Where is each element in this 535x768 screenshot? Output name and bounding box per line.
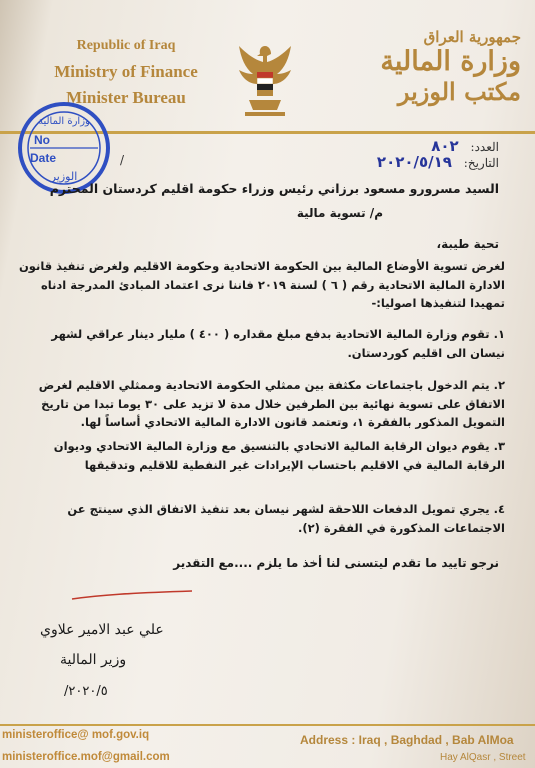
header-ar-ministry: وزارة المالية xyxy=(380,46,521,77)
footer-email-secondary: ministeroffice.mof@gmail.com xyxy=(2,751,170,763)
reference-date-value: ٢٠٢٠/٥/١٩ xyxy=(376,153,452,171)
signature-date: ٢٠٢٠/٥/ xyxy=(64,684,108,699)
stamp-no-label: No xyxy=(34,133,50,147)
reference-number-value: ٨٠٢ xyxy=(431,137,459,155)
footer-address: Address : Iraq , Baghdad , Bab AlMoa xyxy=(300,733,514,747)
letter-paragraph-4: ٤. يجري تمويل الدفعات اللاحقة لشهر نيسان بعد تنفيذ الاتفاق الذي سينتج عن الاجتماعات المذكورة في الفقرة (٢). xyxy=(67,502,505,535)
reference-date-label: التاريخ: xyxy=(463,156,499,170)
stamp-top-text: وزارة المالية xyxy=(38,116,90,127)
reference-number-label: العدد: xyxy=(470,140,499,154)
header-english xyxy=(36,38,216,108)
header-en-bureau: Minister Bureau xyxy=(66,88,186,107)
signature-stroke-icon xyxy=(70,588,194,602)
letter-paragraph-3: ٣. يقوم ديوان الرقابة المالية الاتحادي بالتنسيق مع وزارة المالية الاتحادي وديوان الرقابة المالية في الاقليم باحتساب الإيرادات غير النفطية للاقليم وتدقيقها xyxy=(53,439,505,472)
reference-slash: / xyxy=(120,153,125,167)
footer-email-primary: ministeroffice@ mof.gov.iq xyxy=(2,729,150,741)
letter-paragraph-1: ١. تقوم وزارة المالية الاتحادية بدفع مبلغ مقداره ( ٤٠٠ ) مليار دينار عراقي لشهر نيسان الى اقليم كوردستان. xyxy=(51,327,505,360)
reference-date xyxy=(377,153,499,171)
header-en-republic: Republic of Iraq xyxy=(76,38,176,53)
footer-address-line2: Hay AlQasr , Street xyxy=(440,752,526,763)
header-arabic xyxy=(361,28,521,106)
signer-name: علي عبد الامير علاوي xyxy=(40,622,164,638)
signer-title: وزير المالية xyxy=(60,652,127,668)
iraq-eagle-emblem-icon xyxy=(235,40,295,120)
header-ar-republic: جمهورية العراق xyxy=(423,28,521,46)
letter-addressee: السيد مسرورو مسعود برزاني رئيس وزراء حكومة اقليم كردستان المحترم xyxy=(49,181,499,196)
header-en-ministry: Ministry of Finance xyxy=(54,62,198,81)
letter-closing: نرجو تاييد ما تقدم ليتسنى لنا أخذ ما يلزم ....مع التقدير xyxy=(173,556,499,570)
stamp-date-label: Date xyxy=(30,151,57,165)
header-ar-bureau: مكتب الوزير xyxy=(397,77,521,106)
letter-paragraph-intro: لغرض تسوية الأوضاع المالية بين الحكومة الاتحادية وحكومة الاقليم ولغرض تنفيذ قانون الادارة المالية الاتحادية رقم ( ٦ ) لسنة ٢٠١٩ فاننا نرى اعتماد المبادئ المدرجة ادناه تمهيدا لتنفيذها اصوليا:- xyxy=(18,259,505,310)
letter-greeting: تحية طيبة، xyxy=(436,237,499,251)
letter-paragraph-2: ٢. يتم الدخول باجتماعات مكثفة بين ممثلي الحكومة الاتحادية وممثلي الاقليم لغرض الاتفاق على تسوية نهائية بين الطرفين خلال مدة لا تزيد على ٣٠ يوما تبدا من تاريخ التمويل المذكور بالفقرة ١، وتعتمد قانون الادارة المالية الاتحادي أساساً لها. xyxy=(38,378,505,429)
stamp-bottom-text: الوزير xyxy=(50,170,78,183)
letter-subject: م/ تسوية مالية xyxy=(296,206,383,220)
footer-divider xyxy=(0,724,535,726)
